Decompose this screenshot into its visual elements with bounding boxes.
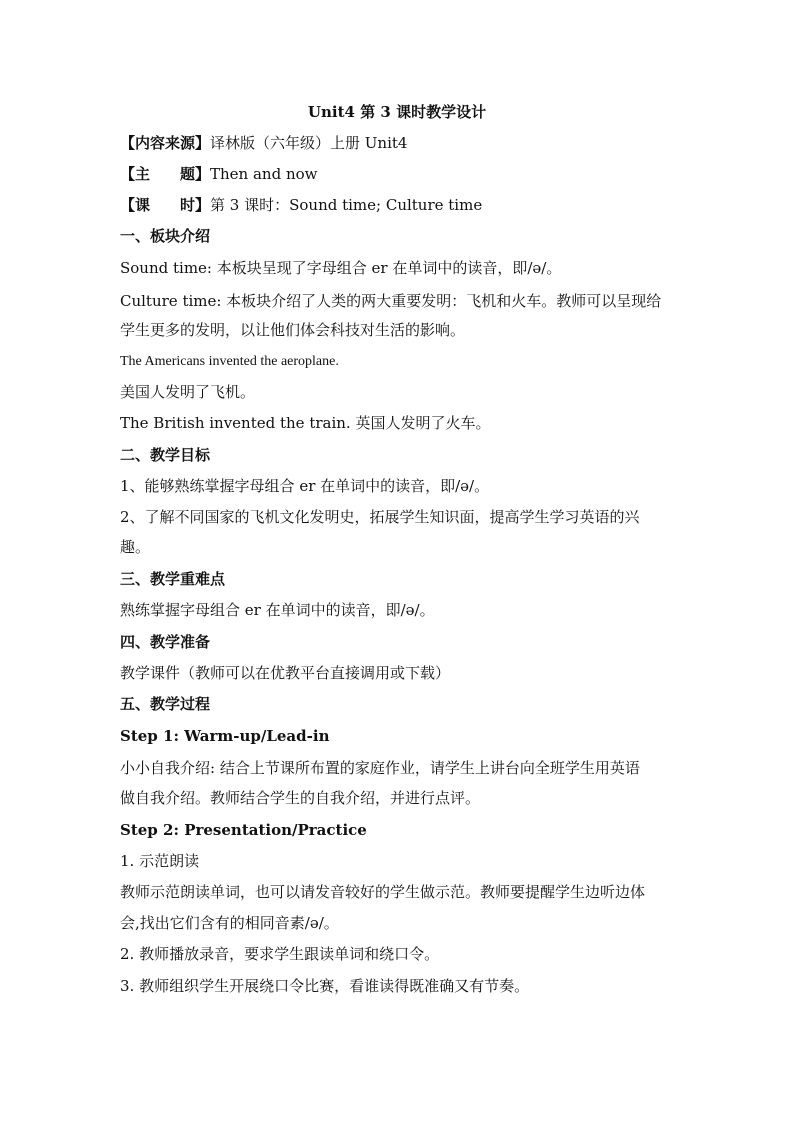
example-sentence-cn: 美国人发明了飞机。 [120,383,256,401]
theme-label: 【主 题】 [120,165,211,183]
step-1-text-line2: 做自我介绍。教师结合学生的自我介绍，并进行点评。 [120,789,481,807]
culture-time-text-line2: 学生更多的发明，以让他们体会科技对生活的影响。 [120,321,466,339]
section-heading-key-points: 三、教学重难点 [120,570,226,588]
section-heading-goals: 二、教学目标 [120,446,211,464]
theme-value: Then and now [210,165,318,183]
step-2-item-1-text-line1: 教师示范朗读单词，也可以请发音较好的学生做示范。教师要提醒学生边听边体 [120,883,646,901]
step-2-item-1-text-line2: 会,找出它们含有的相同音素/ə/。 [120,914,339,932]
step-2-item-1: 1. 示范朗读 [120,852,200,870]
meta-period [120,195,482,215]
key-points-text: 熟练掌握字母组合 er 在单词中的读音，即/ə/。 [120,601,435,619]
source-label: 【内容来源】 [120,134,211,152]
meta-source [120,133,407,153]
source-value: 译林版（六年级）上册 Unit4 [210,134,408,152]
example-sentence-en: The Americans invented the aeroplane. [120,354,339,369]
document-title: Unit4 第 3 课时教学设计 [307,103,487,121]
period-label: 【课 时】 [120,196,211,214]
step-1-text-line1: 小小自我介绍: 结合上节课所布置的家庭作业，请学生上讲台向全班学生用英语 [120,759,640,777]
section-heading-process: 五、教学过程 [120,695,211,713]
step-1-heading: Step 1: Warm-up/Lead-in [120,727,330,745]
example-sentence-2: The British invented the train. 英国人发明了火车。 [120,414,491,432]
goal-1: 1、能够熟练掌握字母组合 er 在单词中的读音，即/ə/。 [120,477,490,495]
sound-time-text: Sound time: 本板块呈现了字母组合 er 在单词中的读音，即/ə/。 [120,259,562,277]
section-heading-intro: 一、板块介绍 [120,227,211,245]
goal-2-line1: 2、了解不同国家的飞机文化发明史，拓展学生知识面，提高学生学习英语的兴 [120,508,640,526]
step-2-heading: Step 2: Presentation/Practice [120,821,367,839]
meta-theme [120,164,318,184]
preparation-text: 教学课件（教师可以在优教平台直接调用或下载） [120,664,451,682]
goal-2-line2: 趣。 [120,538,151,556]
section-heading-preparation: 四、教学准备 [120,633,211,651]
step-2-item-3: 3. 教师组织学生开展绕口令比赛，看谁读得既准确又有节奏。 [120,977,530,995]
step-2-item-2: 2. 教师播放录音，要求学生跟读单词和绕口令。 [120,945,440,963]
period-value: 第 3 课时：Sound time; Culture time [210,196,483,214]
culture-time-text-line1: Culture time: 本板块介绍了人类的两大重要发明：飞机和火车。教师可以呈现给 [120,292,662,310]
